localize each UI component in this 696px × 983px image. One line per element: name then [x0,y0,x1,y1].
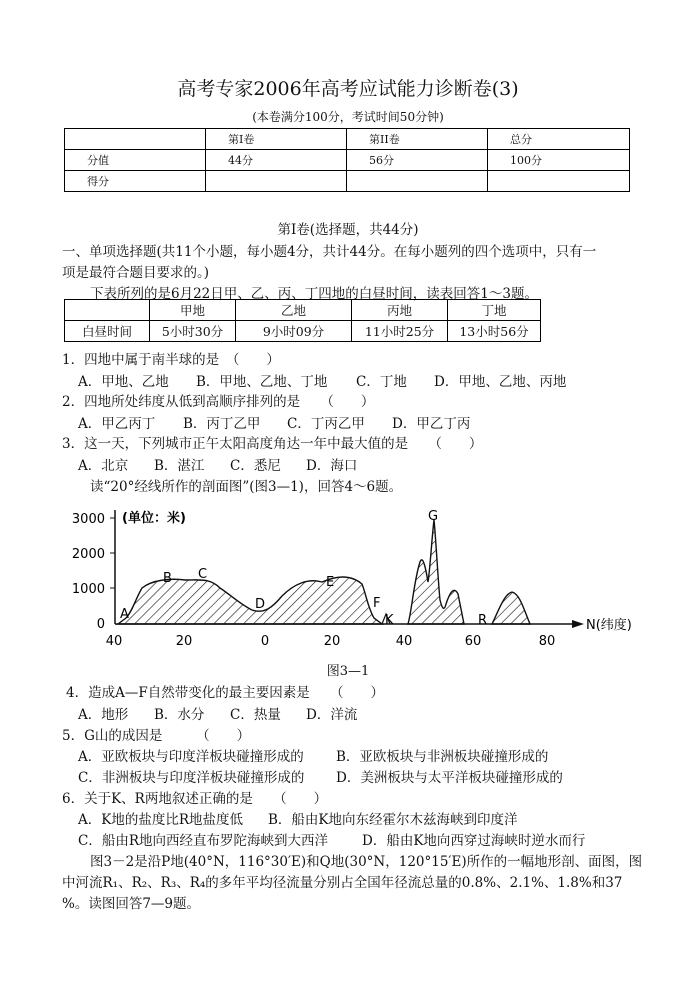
table-cell: 56分 [347,150,488,171]
table-cell [65,129,206,150]
option-b[interactable]: B．亚欧板块与非洲板块碰撞形成的 [336,749,549,765]
option-b[interactable]: B．船由K地向东经霍尔木兹海峡到印度洋 [268,812,518,828]
terrain-profile [118,577,382,624]
page-title: 高考专家2006年高考应试能力诊断卷(3) [177,78,519,100]
x-tick-label: 40 [395,634,413,649]
x-axis-label: N(纬度) [586,618,632,633]
option-b[interactable]: B．水分 [154,707,205,723]
y-tick-label: 3000 [71,512,105,527]
table-cell: 第I卷 [206,129,347,150]
point-label-b: B [163,571,172,586]
option-d[interactable]: D．甲乙丁丙 [392,416,471,432]
option-a[interactable]: A．甲地、乙地 [78,374,169,390]
table-cell: 得分 [65,171,206,192]
option-c[interactable]: C．非洲板块与印度洋板块碰撞形成的 [78,770,305,786]
option-c[interactable]: C．船由R地向西经直布罗陀海峡到大西洋 [78,833,328,849]
question-stem: 3．这一天，下列城市正午太阳高度角达一年中最大值的是 （ ） [62,436,483,452]
option-d[interactable]: D．美洲板块与太平洋板块碰撞形成的 [336,770,563,786]
score-input-cell[interactable] [206,171,347,192]
instructions-line: 一、单项选择题(共11个小题，每小题4分，共计44分。在每小题列的四个选项中，只有一 [62,244,597,260]
terrain-profile-g-mountain [408,520,464,624]
daylight-table [64,299,541,342]
x-tick-label: 40 [105,634,123,649]
x-tick-label: 60 [464,634,482,649]
x-tick-label: 80 [538,634,556,649]
option-a[interactable]: A．甲乙丙丁 [78,416,156,432]
profile-figure [60,500,632,660]
point-label-f: F [373,596,381,611]
x-tick-label: 20 [323,634,341,649]
table-row [65,129,630,150]
option-a[interactable]: A．北京 [78,458,129,474]
table-cell: 分值 [65,150,206,171]
point-label-a: A [120,607,129,622]
table-cell: 白昼时间 [65,321,150,342]
table-row [65,321,541,342]
unit-label: (单位：米) [122,511,186,526]
table-cell: 13小时56分 [448,321,541,342]
table-row [65,150,630,171]
point-label-r: R [478,613,488,628]
point-label-d: D [255,597,266,612]
question-stem: 4．造成A—F自然带变化的最主要因素是 （ ） [66,685,384,701]
option-a[interactable]: A．亚欧板块与印度洋板块碰撞形成的 [78,749,304,765]
page-subtitle: (本卷满分100分，考试时间50分钟) [252,110,444,124]
table-cell: 44分 [206,150,347,171]
table-cell: 100分 [488,150,630,171]
option-d[interactable]: D．洋流 [306,707,358,723]
question-stem: 5．G山的成因是 （ ） [62,728,251,744]
y-tick-label: 1000 [71,582,105,597]
option-b[interactable]: B．湛江 [154,458,205,474]
option-d[interactable]: D．甲地、乙地、丙地 [434,374,567,390]
question-stem: 6．关于K、R两地叙述正确的是 （ ） [62,791,328,807]
figure-caption: 图3—1 [326,664,370,679]
point-label-c: C [198,567,208,582]
score-input-cell[interactable] [488,171,630,192]
option-a[interactable]: A．地形 [78,707,129,723]
table-cell: 丁地 [448,300,541,321]
question-intro: %。读图回答7—9题。 [62,896,201,912]
point-label-g: G [428,509,439,524]
point-label-e: E [326,575,335,590]
table-cell: 乙地 [236,300,352,321]
option-c[interactable]: C．丁丙乙甲 [287,416,365,432]
table-cell: 总分 [488,129,630,150]
question-intro: 读“20°经线所作的剖面图”(图3—1)，回答4～6题。 [90,479,403,495]
question-stem: 2．四地所处纬度从低到高顺序排列的是 （ ） [62,394,375,410]
question-intro: 图3－2是沿P地(40°N，116°30′E)和Q地(30°N，120°15′E)所作的一幅地形剖、面图，图 [90,854,643,870]
x-axis-arrow [572,620,584,628]
section-title: 第I卷(选择题，共44分) [277,222,419,238]
x-tick-label: 20 [175,634,193,649]
option-b[interactable]: B．丙丁乙甲 [183,416,261,432]
terrain-profile-r-hill [492,592,530,624]
option-d[interactable]: D．海口 [306,458,358,474]
score-table [64,128,630,192]
score-input-cell[interactable] [347,171,488,192]
table-row [65,300,541,321]
table-cell [65,300,150,321]
question-stem: 1．四地中属于南半球的是 （ ） [62,352,280,368]
y-tick-label: 2000 [71,547,105,562]
question-intro: 中河流R₁、R₂、R₃、R₄的多年平均径流量分别占全国年径流总量的0.8%、2.1%、1.8%和37 [62,875,623,891]
option-a[interactable]: A．K地的盐度比R地盐度低 [78,812,243,828]
option-d[interactable]: D．船由K地向西穿过海峡时逆水而行 [362,833,586,849]
table-cell: 甲地 [150,300,236,321]
option-c[interactable]: C．丁地 [356,374,407,390]
table-cell: 11小时25分 [352,321,448,342]
table-cell: 第II卷 [347,129,488,150]
instructions-line: 项是最符合题目要求的。) [62,265,210,281]
y-tick-label: 0 [96,617,105,632]
question-intro: 下表所列的是6月22日甲、乙、丙、丁四地的白昼时间，读表回答1～3题。 [90,286,538,302]
x-tick-label: 0 [260,634,270,649]
table-cell: 丙地 [352,300,448,321]
table-row [65,171,630,192]
option-b[interactable]: B．甲地、乙地、丁地 [196,374,328,390]
point-label-k: K [385,613,394,628]
option-c[interactable]: C．热量 [230,707,281,723]
table-cell: 9小时09分 [236,321,352,342]
option-c[interactable]: C．悉尼 [230,458,281,474]
table-cell: 5小时30分 [150,321,236,342]
